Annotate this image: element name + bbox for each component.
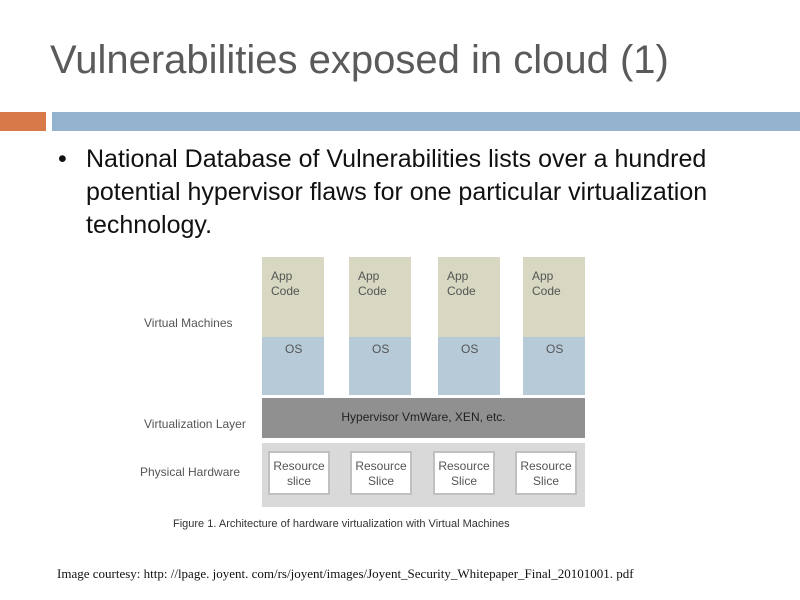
label-virtual-machines: Virtual Machines: [144, 316, 233, 330]
vm-app-code-label: App Code: [358, 269, 387, 298]
vm-app-code-label: App Code: [271, 269, 300, 298]
vm-app-code-label: App Code: [532, 269, 561, 298]
vm-os-1: [262, 337, 324, 395]
accent-bar-orange: [0, 112, 46, 131]
hardware-layer: [262, 443, 585, 507]
resource-slice-label: Resource Slice: [520, 459, 572, 488]
vm-os-label: OS: [372, 342, 390, 356]
slide-title: Vulnerabilities exposed in cloud (1): [50, 38, 669, 82]
vm-os-label: OS: [546, 342, 564, 356]
resource-slice-1: [268, 451, 330, 495]
hypervisor-layer: [262, 398, 585, 438]
vm-os-4: [523, 337, 585, 395]
vm-os-label: OS: [285, 342, 303, 356]
resource-slice-label: Resource slice: [273, 459, 325, 488]
resource-slice-3: [433, 451, 495, 495]
vm-app-code-label: App Code: [447, 269, 476, 298]
vm-os-2: [349, 337, 411, 395]
vm-app-code-3: [438, 257, 500, 337]
bullet-dot: •: [58, 145, 67, 173]
accent-bar-blue: [52, 112, 800, 131]
resource-slice-2: [350, 451, 412, 495]
bullet-text: National Database of Vulnerabilities lists over a hundred potential hypervisor flaws for one particular virtualization technology.: [86, 145, 708, 239]
hypervisor-label: Hypervisor VmWare, XEN, etc.: [341, 410, 506, 424]
label-virtualization-layer: Virtualization Layer: [144, 417, 246, 431]
vm-os-3: [438, 337, 500, 395]
resource-slice-4: [515, 451, 577, 495]
vm-app-code-2: [349, 257, 411, 337]
vm-app-code-4: [523, 257, 585, 337]
vm-app-code-1: [262, 257, 324, 337]
resource-slice-label: Resource Slice: [438, 459, 490, 488]
bullet-item: [58, 143, 778, 242]
figure-caption: Figure 1. Architecture of hardware virtualization with Virtual Machines: [173, 518, 510, 530]
resource-slice-label: Resource Slice: [355, 459, 407, 488]
image-credit: Image courtesy: http: //lpage. joyent. com/rs/joyent/images/Joyent_Security_Whitepaper_Final_20101001. pdf: [57, 566, 634, 581]
virtualization-diagram: [138, 255, 590, 535]
vm-os-label: OS: [461, 342, 479, 356]
label-physical-hardware: Physical Hardware: [140, 465, 241, 479]
